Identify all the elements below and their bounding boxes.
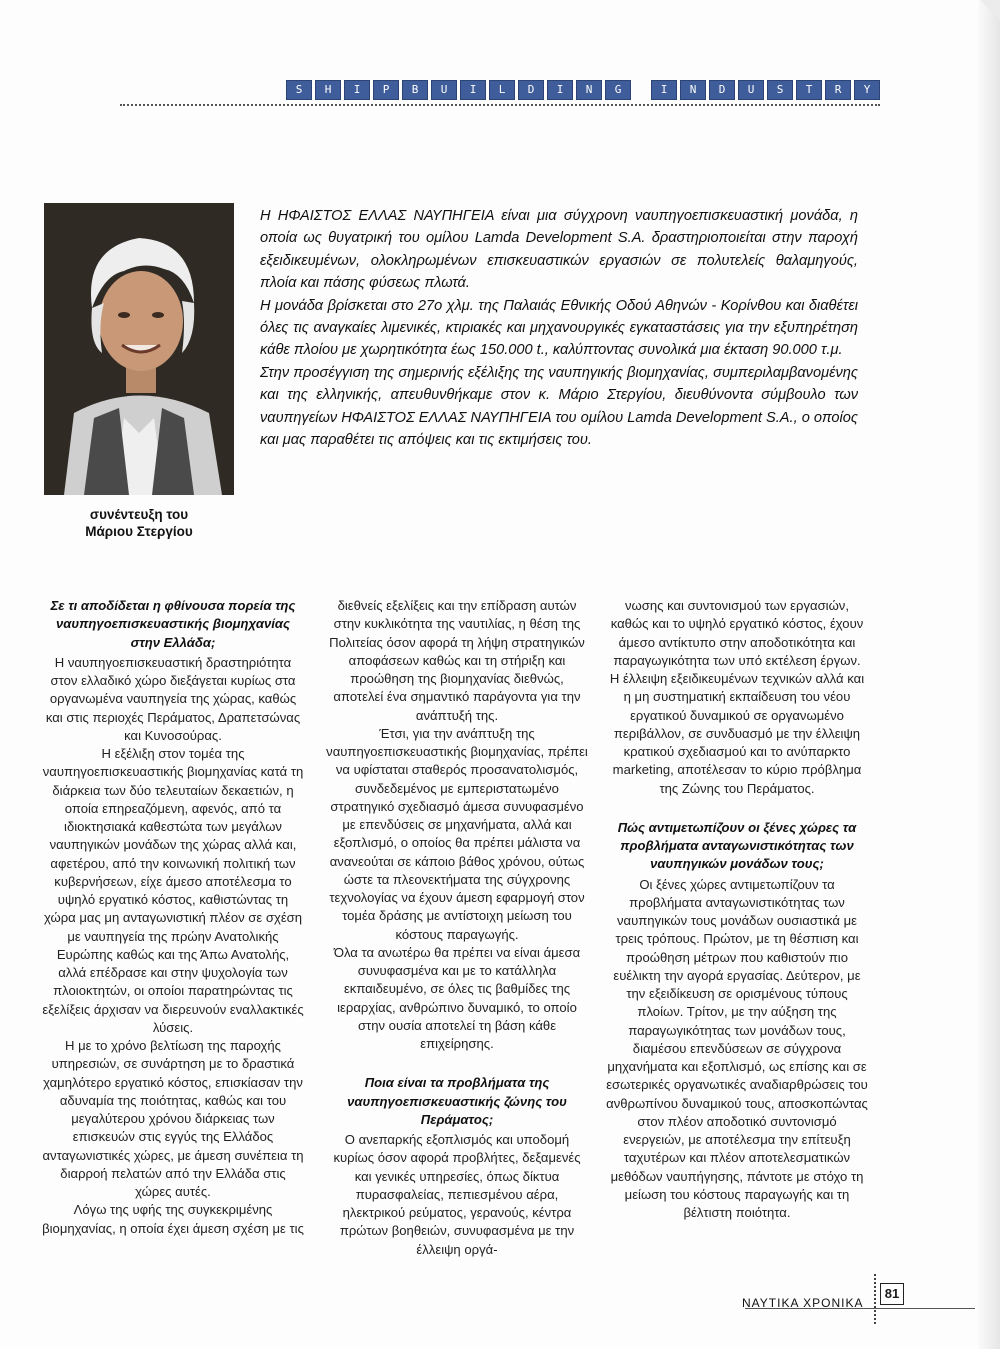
article-column-3 [606,597,868,1222]
answer-paragraph: Η έλλειψη εξειδικευμένων τεχνικών αλλά και η μη συστηματική εκπαίδευση του νέου εργατικού δυναμικού σε οργανωμένο περιβάλλον, σε συνδυασμό με την έλλειψη κρατικού σχεδιασμού και το ανύπαρκτο marketing, αποτέλεσαν το κύριο πρόβλημα της Ζώνης του Περάματος. [609,671,865,796]
question-heading: Ποια είναι τα προβλήματα της ναυπηγοεπισκευαστικής ζώνης του Περάματος; [347,1075,567,1127]
banner-letter: N [576,80,602,100]
answer-paragraph: Η εξέλιξη στον τομέα της ναυπηγοεπισκευαστικής βιομηχανίας κατά τη διάρκεια των δύο τελευταίων δεκαετιών, η οποία επηρεαζόμενη, αφενός, από τα ιδιοκτησιακά καθεστώτα των μεγάλων ναυπηγικών μονάδων της χώρας αλλά και, αφετέρου, από την κοινωνική πολιτική των κυβερνήσεων, είχε άμεσο αποτέλεσμα το υψηλό εργατικό κόστος, καθιστώντας τη χώρα μας μη ανταγωνιστική πλέον σε σχέση με ναυπηγεία της πρώην Ανατολικής Ευρώπης καθώς και της Άπω Ανατολής, αλλά επέδρασε και στην ψυχολογία των πλοιοκτητών, οι οποίοι παρατηρώντας τις εξελίξεις άρχισαν να διερευνούν εναλλακτικές λύσεις. [42,746,304,1035]
interviewee-photo [44,203,234,495]
banner-letter: D [709,80,735,100]
banner-letter: R [825,80,851,100]
banner-letter: L [489,80,515,100]
answer-paragraph: Έτσι, για την ανάπτυξη της ναυπηγοεπισκευαστικής βιομηχανίας, πρέπει να υφίσταται σταθερός προσανατολισμός, συνδεδεμένος με εμπεριστατωμένο στρατηγικό σχεδιασμό άμεσα συνυφασμένο με επενδύσεις σε μηχανήματα, αλλά και εξοπλισμό, ο οποίος θα πρέπει μάλιστα να ανανεούται σε κάποιο βάθος χρόνου, ούτως ώστε τα πλεονεκτήματα της σύγχρονης τεχνολογίας να έχουν άμεση εφαρμογή στον τομέα δράσης με αντίστοιχη μείωση του κόστους παραγωγής. [326,725,588,942]
banner-letter: S [767,80,793,100]
answer-paragraph: Όλα τα ανωτέρω θα πρέπει να είναι άμεσα συνυφασμένα και με το κατάλληλα εκπαιδευμένο, σε όλες τις βαθμίδες της ιεραρχίας, ανθρώπινο δυναμικό, το οποίο στην ουσία αποτελεί τη βάση κάθε επιχείρησης. [333,944,581,1051]
banner-letter: I [651,80,677,100]
intro-paragraph: Η μονάδα βρίσκεται στο 27ο χλμ. της Παλαιάς Εθνικής Οδού Αθηνών - Κορίνθου και διαθέτει όλες τις αναγκαίες λιμενικές, κτιριακές και μηχανουργικές εγκαταστάσεις για την εξυπηρέτηση κάθε πλοίου με χωρητικότητα έως 150.000 t., καλύπτοντας συνολικά μια έκταση 90.000 τ.μ. [260,297,858,359]
banner-letter: U [431,80,457,100]
question-heading: Σε τι αποδίδεται η φθίνουσα πορεία της ναυπηγοεπισκευαστικής βιομηχανίας στην Ελλάδα; [50,598,296,650]
answer-paragraph: Οι ξένες χώρες αντιμετωπίζουν τα προβλήματα ανταγωνιστικότητας των ναυπηγικών τους μονάδων ουσιαστικά με τρεις τρόπους. Πρώτον, με τη θέσπιση και προώθηση μέτρων που καθιστούν πιο ευέλικτη την αγορά εργασίας. Δεύτερον, με την εξειδίκευση σε ορισμένους τύπους πλοίων. Τρίτον, με την αύξηση της παραγωγικότητας των μονάδων τους, διαμέσου επενδύσεων σε σύγχρονα μηχανήματα και εξοπλισμό, ως επίσης και σε εσωτερικές οργανωτικές αναδιαρθρώσεις του ανθρωπίνου δυναμικού τους, αποσκοπώντας στον πλέον αποδοτικό συντονισμό ενεργειών, με αποτέλεσμα την επίτευξη ταχυτέρων και πλέον αποτελεσματικών μεθόδων ναυπήγησης, πάντοτε με στόχο τη μείωση του κόστους παραγωγής και τη βέλτιστη ποιότητα. [606,876,868,1220]
answer-paragraph: Λόγω της υφής της συγκεκριμένης βιομηχανίας, η οποία έχει άμεση σχέση με τις [42,1202,304,1236]
answer-paragraph: διεθνείς εξελίξεις και την επίδραση αυτών στην κυκλικότητα της ναυτιλίας, η θέση της Πολιτείας όσον αφορά τη λήψη στρατηγικών αποφάσεων καθώς και τη στήριξη και προώθηση της βιομηχανίας διεθνώς, αποτελεί ένα σημαντικό παράγοντα για την ανάπτυξή της. [329,598,585,723]
intro-text [260,205,858,451]
banner-letter: P [373,80,399,100]
page-edge-shadow [978,0,1000,1349]
intro-paragraph: Η ΗΦΑΙΣΤΟΣ ΕΛΛΑΣ ΝΑΥΠΗΓΕΙΑ είναι μια σύγχρονη ναυπηγοεπισκευαστική μονάδα, η οποία ως θυγατρική του ομίλου Lamda Development S.A. δραστηριοποιείται στην παροχή εξειδικευμένων, ολοκληρωμένων επισκευαστικών εργασιών σε πολυτελείς θαλαμηγούς, πλοία και πάσης φύσεως πλωτά. [260,208,858,292]
section-banner [286,80,880,100]
banner-letter: U [738,80,764,100]
caption-line-1: συνέντευξη του [89,507,189,522]
answer-paragraph: νωσης και συντονισμού των εργασιών, καθώς και το υψηλό εργατικό κόστος, έχουν άμεσο αντίκτυπο στην αποδοτικότητα και παραγωγικότητα των υπό εκτέλεση έργων. [610,598,864,668]
banner-letter: N [680,80,706,100]
article-column-2 [326,597,588,1259]
answer-paragraph: Ο ανεπαρκής εξοπλισμός και υποδομή κυρίως όσον αφορά προβλήτες, δεξαμενές και γενικές υπηρεσίες, όπως δίκτυα πυρασφαλείας, πεπιεσμένου αέρα, ηλεκτρικού ρεύματος, γερανούς, κέντρα πρώτων βοηθειών, συνυφασμένα με την έλλειψη οργά- [333,1132,581,1257]
question-heading: Πώς αντιμετωπίζουν οι ξένες χώρες τα προβλήματα ανταγωνιστικότητας των ναυπηγικών μονάδων τους; [617,819,857,872]
caption-line-2: Μάριου Στεργίου [85,524,193,539]
intro-paragraph: Στην προσέγγιση της σημερινής εξέλιξης της ναυπηγικής βιομηχανίας, συμπεριλαμβανομένης και της ελληνικής, απευθυνθήκαμε στον κ. Μάριο Στεργίου, διευθύνοντα σύμβουλο των ναυπηγείων ΗΦΑΙΣΤΟΣ ΕΛΛΑΣ ΝΑΥΠΗΓΕΙΑ του ομίλου Lamda Development S.A., ο οποίος και μας παραθέτει τις απόψεις και τις εκτιμήσεις του. [260,364,858,449]
banner-letter: H [315,80,341,100]
banner-letter: Y [854,80,880,100]
photo-caption [44,506,234,540]
banner-letter: D [518,80,544,100]
banner-letter: S [286,80,312,100]
footer-rule [745,1308,975,1309]
banner-letter: I [547,80,573,100]
banner-letter: G [605,80,631,100]
answer-paragraph: Η με το χρόνο βελτίωση της παροχής υπηρεσιών, σε συνάρτηση με το δραστικά χαμηλότερο εργατικό κόστος, επισκίασαν την αδυναμία της ποιότητας, καθώς και του μεγαλύτερου χρόνου διάρκειας των επισκευών στις εγγύς της Ελλάδος ανταγωνιστικές χώρες, με άμεση συνέπεια τη διαρροή πελατών από την Ελλάδα στις χώρες αυτές. [42,1038,304,1199]
header-dotted-rule [120,104,880,106]
banner-letter: B [402,80,428,100]
page-corner [980,0,1000,20]
magazine-name: ΝΑΥΤΙΚΑ ΧΡΟΝΙΚΑ [742,1296,864,1310]
banner-letter: I [344,80,370,100]
banner-letter: I [460,80,486,100]
footer-dotted-divider [874,1274,876,1324]
banner-letter: T [796,80,822,100]
page-number: 81 [880,1283,904,1305]
answer-paragraph: Η ναυπηγοεπισκευαστική δραστηριότητα στον ελλαδικό χώρο διεξάγεται κυρίως στα οργανωμένα ναυπηγεία της χώρας, καθώς και στις περιοχές Περάματος, Δραπετσώνας και Κυνοσούρας. [45,654,301,743]
article-column-1 [42,597,304,1238]
